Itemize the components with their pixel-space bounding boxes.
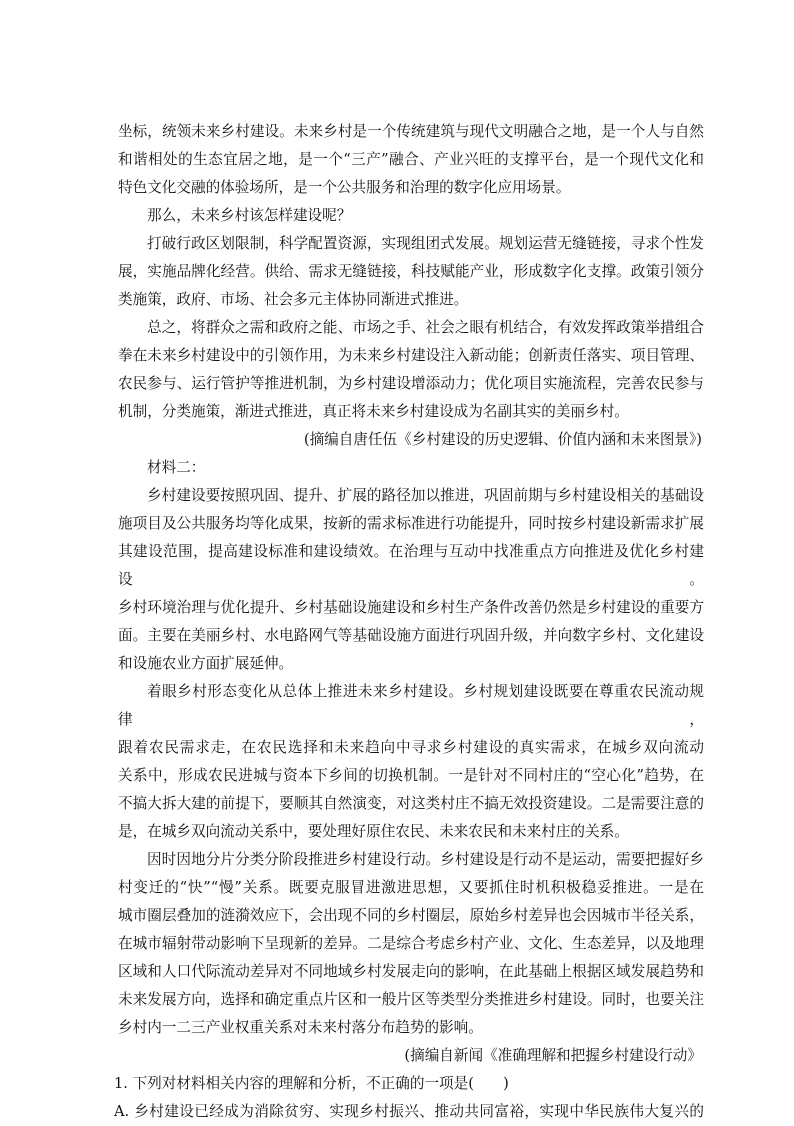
paragraph-question: 那么，未来乡村该怎样建设呢？ [147,207,352,224]
paragraph-line: 展，实施品牌化经营。供给、需求无缝链接，科技赋能产业，形成数字化支撑。政策引领分 [118,263,704,280]
paragraph-line: 总之，将群众之需和政府之能、市场之手、社会之眼有机结合，有效发挥政策举措组合 [147,319,704,336]
paragraph-line: 在城市辐射带动影响下呈现新的差异。二是综合考虑乡村产业、文化、生态差异，以及地理 [118,935,704,952]
section-heading: 材料二： [147,459,206,476]
paragraph-line: 类施策，政府、市场、社会多元主体协同渐进式推进。 [118,291,469,308]
paragraph-line: 因时因地分片分类分阶段推进乡村建设行动。乡村建设是行动不是运动，需要把握好乡 [147,851,704,868]
paragraph-line: 关系中，形成农民进城与资本下乡间的切换机制。一是针对不同村庄的“空心化”趋势，在 [118,767,704,784]
paragraph-line: 村变迁的“快”“慢”关系。既要克服冒进激进思想，又要抓住时机积极稳妥推进。一是在 [118,879,704,896]
paragraph-line: 乡村环境治理与优化提升、乡村基础设施建设和乡村生产条件改善仍然是乡村建设的重要方 [118,599,704,616]
paragraph-line: 特色文化交融的体验场所，是一个公共服务和治理的数字化应用场景。 [118,179,571,196]
paragraph-line: 城市圈层叠加的涟漪效应下，会出现不同的乡村圈层，原始乡村差异也会因城市半径关系， [118,907,704,924]
paragraph-line: 和谐相处的生态宜居之地，是一个“三产”融合、产业兴旺的支撑平台，是一个现代文化和 [118,151,704,168]
source-citation: (摘编自唐任伍《乡村建设的历史逻辑、价值内涵和未来图景》) [303,431,702,448]
paragraph-line: 打破行政区划限制，科学配置资源，实现组团式发展。规划运营无缝链接，寻求个性发 [147,235,704,252]
paragraph-line: 是，在城乡双向流动关系中，要处理好原住农民、未来农民和未来村庄的关系。 [118,823,629,840]
question-section [114,1070,704,1126]
paragraph-line: 农民参与、运行管护等推进机制，为乡村建设增添动力；优化项目实施流程，完善农民参与 [118,375,704,392]
paragraph-line: 其建设范围，提高建设标准和建设绩效。在治理与互动中找准重点方向推进及优化乡村建设。 [118,543,704,588]
paragraph-line: 拳在未来乡村建设中的引领作用，为未来乡村建设注入新动能；创新责任落实、项目管理、 [118,347,704,364]
option-a: A. 乡村建设已经成为消除贫穷、实现乡村振兴、推动共同富裕，实现中华民族伟大复兴的 [114,1103,704,1120]
paragraph-line: 坐标，统领未来乡村建设。未来乡村是一个传统建筑与现代文明融合之地，是一个人与自然 [118,123,704,140]
paragraph-line: 机制，分类施策，渐进式推进，真正将未来乡村建设成为名副其实的美丽乡村。 [118,403,629,420]
paragraph-line: 乡村建设要按照巩固、提升、扩展的路径加以推进，巩固前期与乡村建设相关的基础设 [147,487,704,504]
material-one-section [118,118,704,454]
source-citation: (摘编自新闻《准确理解和把握乡村建设行动》 [404,1047,702,1064]
paragraph-line: 跟着农民需求走，在农民选择和未来趋向中寻求乡村建设的真实需求，在城乡双向流动 [118,739,704,756]
paragraph-line: 和设施农业方面扩展延伸。 [118,655,294,672]
paragraph-line: 不搞大拆大建的前提下，要顺其自然演变，对这类村庄不搞无效投资建设。二是需要注意的 [118,795,704,812]
paragraph-line: 施项目及公共服务均等化成果，按新的需求标准进行功能提升，同时按乡村建设新需求扩展 [118,515,704,532]
paragraph-line: 未来发展方向，选择和确定重点片区和一般片区等类型分类推进乡村建设。同时，也要关注 [118,991,704,1008]
question-stem: 1. 下列对材料相关内容的理解和分析，不正确的一项是( ) [114,1075,509,1092]
paragraph-line: 乡村内一二三产业权重关系对未来村落分布趋势的影响。 [118,1019,483,1036]
material-two-section [118,454,704,1070]
paragraph-line: 面。主要在美丽乡村、水电路网气等基础设施方面进行巩固升级，并向数字乡村、文化建设 [118,627,704,644]
paragraph-line: 着眼乡村形态变化从总体上推进未来乡村建设。乡村规划建设既要在尊重农民流动规律， [118,683,704,728]
paragraph-line: 区域和人口代际流动差异对不同地域乡村发展走向的影响，在此基础上根据区域发展趋势和 [118,963,704,980]
